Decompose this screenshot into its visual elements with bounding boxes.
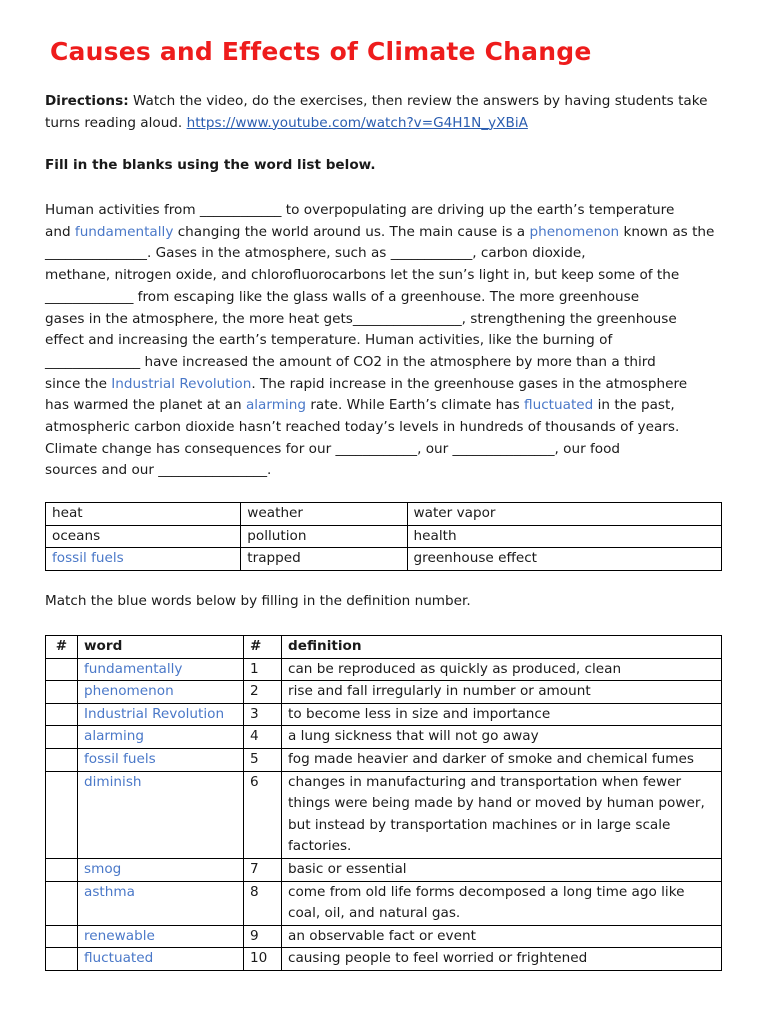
- answer-number-cell[interactable]: [46, 726, 78, 749]
- paragraph-line: [45, 309, 725, 331]
- definition-row: [46, 948, 722, 971]
- definition-number-cell: 1: [244, 658, 282, 681]
- definition-number-cell: 4: [244, 726, 282, 749]
- answer-number-cell[interactable]: [46, 948, 78, 971]
- vocab-word-cell: fluctuated: [78, 948, 244, 971]
- word-list-cell: trapped: [241, 548, 407, 571]
- word-list-cell: fossil fuels: [46, 548, 241, 571]
- definition-row: [46, 858, 722, 881]
- page-title: Causes and Effects of Climate Change: [50, 37, 592, 66]
- word-list-row: [46, 548, 722, 571]
- definition-header-row: [46, 636, 722, 659]
- answer-number-cell[interactable]: [46, 681, 78, 704]
- vocab-word: fluctuated: [524, 397, 594, 414]
- paragraph-text: in the past,: [593, 397, 675, 414]
- header-word: word: [78, 636, 244, 659]
- paragraph-line: [45, 352, 725, 374]
- cloze-paragraph: [45, 200, 725, 482]
- paragraph-text: _______________. Gases in the atmosphere, such as ____________, carbon dioxide,: [45, 245, 586, 262]
- paragraph-text: sources and our ________________.: [45, 462, 272, 479]
- definition-number-cell: 10: [244, 948, 282, 971]
- paragraph-text: _____________ from escaping like the glass walls of a greenhouse. The more greenhouse: [45, 288, 640, 305]
- word-list-row: [46, 525, 722, 548]
- paragraph-text: atmospheric carbon dioxide hasn’t reached today’s levels in hundreds of thousands of years.: [45, 419, 680, 436]
- vocab-word-cell: Industrial Revolution: [78, 703, 244, 726]
- definition-text-cell: can be reproduced as quickly as produced, clean: [282, 658, 722, 681]
- word-list-table: [45, 502, 722, 571]
- definition-row: [46, 925, 722, 948]
- paragraph-line: [45, 395, 725, 417]
- vocab-word-cell: alarming: [78, 726, 244, 749]
- answer-number-cell[interactable]: [46, 881, 78, 925]
- definition-number-cell: 3: [244, 703, 282, 726]
- paragraph-text: methane, nitrogen oxide, and chlorofluorocarbons let the sun’s light in, but keep some of the: [45, 267, 680, 284]
- answer-number-cell[interactable]: [46, 658, 78, 681]
- paragraph-line: [45, 460, 725, 482]
- definition-row: [46, 771, 722, 858]
- definition-number-cell: 8: [244, 881, 282, 925]
- paragraph-line: [45, 287, 725, 309]
- paragraph-text: Climate change has consequences for our ____________, our _______________, our food: [45, 440, 621, 457]
- paragraph-text: changing the world around us. The main cause is a: [173, 223, 530, 240]
- word-list-cell: greenhouse effect: [407, 548, 721, 571]
- definition-text-cell: an observable fact or event: [282, 925, 722, 948]
- word-list-cell: weather: [241, 503, 407, 526]
- answer-number-cell[interactable]: [46, 771, 78, 858]
- definition-text-cell: changes in manufacturing and transportation when fewer things were being made by hand or moved by human power, but instead by transportation machines or in large scale factories.: [282, 771, 722, 858]
- definition-number-cell: 6: [244, 771, 282, 858]
- paragraph-text: rate. While Earth’s climate has: [306, 397, 525, 414]
- vocab-word-cell: diminish: [78, 771, 244, 858]
- paragraph-text: and: [45, 223, 75, 240]
- paragraph-line: [45, 243, 725, 265]
- vocab-word-cell: fossil fuels: [78, 748, 244, 771]
- paragraph-text: effect and increasing the earth’s temperature. Human activities, like the burning of: [45, 332, 613, 349]
- paragraph-line: [45, 417, 725, 439]
- vocab-word-cell: smog: [78, 858, 244, 881]
- definition-text-cell: a lung sickness that will not go away: [282, 726, 722, 749]
- answer-number-cell[interactable]: [46, 748, 78, 771]
- definition-row: [46, 881, 722, 925]
- definition-row: [46, 681, 722, 704]
- definition-text-cell: rise and fall irregularly in number or amount: [282, 681, 722, 704]
- definition-row: [46, 748, 722, 771]
- paragraph-text: since the: [45, 375, 112, 392]
- paragraph-line: [45, 439, 725, 461]
- vocab-word: phenomenon: [529, 223, 620, 240]
- paragraph-line: [45, 200, 725, 222]
- definition-text-cell: basic or essential: [282, 858, 722, 881]
- paragraph-line: [45, 330, 725, 352]
- definition-number-cell: 7: [244, 858, 282, 881]
- answer-number-cell[interactable]: [46, 703, 78, 726]
- word-list-cell: health: [407, 525, 721, 548]
- word-list-cell: pollution: [241, 525, 407, 548]
- definition-number-cell: 9: [244, 925, 282, 948]
- paragraph-text: has warmed the planet at an: [45, 397, 246, 414]
- definition-text-cell: to become less in size and importance: [282, 703, 722, 726]
- definition-row: [46, 658, 722, 681]
- definition-row: [46, 703, 722, 726]
- vocab-word-cell: asthma: [78, 881, 244, 925]
- header-number: #: [244, 636, 282, 659]
- vocab-word-cell: fundamentally: [78, 658, 244, 681]
- directions: [45, 91, 725, 134]
- vocab-word-cell: phenomenon: [78, 681, 244, 704]
- fill-instruction: Fill in the blanks using the word list below.: [45, 157, 376, 173]
- answer-number-cell[interactable]: [46, 858, 78, 881]
- header-definition: definition: [282, 636, 722, 659]
- definition-table: [45, 635, 722, 971]
- vocab-word: alarming: [245, 397, 307, 414]
- word-list-row: [46, 503, 722, 526]
- paragraph-text: gases in the atmosphere, the more heat gets________________, strengthening the greenhouse: [45, 310, 677, 327]
- definition-number-cell: 5: [244, 748, 282, 771]
- directions-text: Watch the video, do the exercises, then review the answers by having students take turns reading aloud.: [45, 93, 708, 131]
- definition-text-cell: come from old life forms decomposed a long time ago like coal, oil, and natural gas.: [282, 881, 722, 925]
- definition-number-cell: 2: [244, 681, 282, 704]
- paragraph-text: . The rapid increase in the greenhouse gases in the atmosphere: [251, 375, 688, 392]
- definition-row: [46, 726, 722, 749]
- paragraph-text: Human activities from ____________ to overpopulating are driving up the earth’s temperature: [45, 202, 675, 218]
- match-instruction: Match the blue words below by filling in the definition number.: [45, 593, 471, 609]
- vocab-word: Industrial Revolution: [111, 375, 252, 392]
- word-list-cell: water vapor: [407, 503, 721, 526]
- vocab-word-cell: renewable: [78, 925, 244, 948]
- vocab-word: fundamentally: [74, 223, 174, 240]
- paragraph-line: [45, 374, 725, 396]
- definition-text-cell: fog made heavier and darker of smoke and chemical fumes: [282, 748, 722, 771]
- word-list-cell: oceans: [46, 525, 241, 548]
- paragraph-text: ______________ have increased the amount of CO2 in the atmosphere by more than a third: [45, 353, 656, 370]
- paragraph-line: [45, 222, 725, 244]
- video-link[interactable]: https://www.youtube.com/watch?v=G4H1N_yXBiA: [186, 114, 528, 131]
- paragraph-line: [45, 265, 725, 287]
- answer-number-cell[interactable]: [46, 925, 78, 948]
- header-blank-number: #: [46, 636, 78, 659]
- definition-text-cell: causing people to feel worried or frightened: [282, 948, 722, 971]
- paragraph-text: known as the: [619, 223, 715, 240]
- word-list-cell: heat: [46, 503, 241, 526]
- directions-label: Directions:: [45, 93, 129, 109]
